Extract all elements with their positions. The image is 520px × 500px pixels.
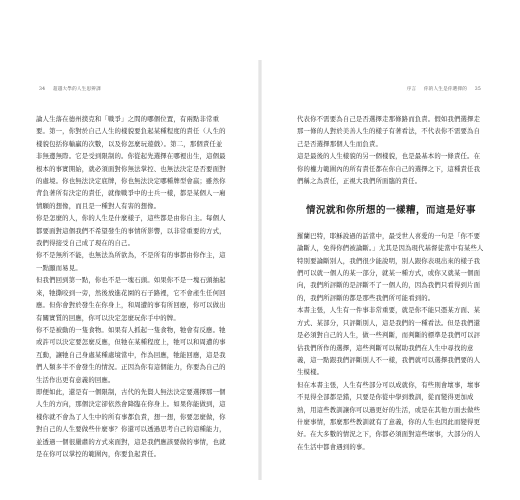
right-paragraph: 這是最後的人生樣貌的另一個樣貌，也是最基本的一條責任。在你的權力範圍內的所有責任都在你自己的選擇之下，這種責任我們稱之為責任，正視大我們所面臨的責任。 (297, 152, 481, 186)
left-page-number: 34 (39, 87, 46, 92)
right-section-paragraph: 羅蘭巴特，耶穌說過的話當中，最受世人喜愛的一句是「你不要論斷人，免得你們被論斷。」尤其是因為現代基督徒當中有某些人特別要論斷別人，我們很少能說明，別人跟你表現出來的樣子我們可以就一個人的某一部分，就某一種方式，或你又就某一個面向，我們所評斷的是評斷不了一個人的，因為我們只看得到片面的，我們所評斷的都是那些我們所可能看到的。 (297, 231, 484, 302)
right-section-paragraph: 本書主張，人生有一件事非常重要，就是你不能只憑某方面、某方式、某部分，只評斷別人，這是我們的一種看法。但是我們還是必須對自己的人生，做一些判斷，而判斷的標準是我們可以評估我們所作的選擇，這些判斷可以幫助我們在人生中尋找的意義，這一點跟我們評斷別人不一樣，我們就可以選擇我們要的人生模樣。 (297, 306, 481, 377)
right-page (261, 0, 520, 500)
left-paragraph: 但我們回到第一點，你也不是一塊石頭。如果你不是一塊石頭抽起來，牠撕咬到一旁，然後放進花園的石子路裡，它不會產生任何回應。但你會對於發生在你身上，和周遭的事有所回應，你可以做出有關實質的回應，你可以決定怎麼玩你手中的牌。 (36, 276, 226, 322)
left-body-text (36, 113, 226, 460)
section-heading: 情況就和你所想的一樣糟，而這是好事 (305, 205, 476, 217)
left-book-title: 超越大學的人生思辨課 (52, 87, 101, 92)
left-paragraph: 你不是無所不能，也無法為所欲為，不是所有的事都由你作主，這一點顯而易見。 (36, 251, 226, 272)
left-running-head (36, 86, 104, 92)
left-paragraph: 即便如此，還是有一個限制，古代的先賢人無法決定要選擇那一個人生的方向，那個決定卻依然會降臨在你身上。如果你能做到，這樣你就不會為了人生中的所有事都負責，想一想，你要怎麼做，你對自己的人生要做些什麼事？你還可以透過思考自己的這種能力，並透過一個很嚴肅的方式來面對，這是我們應該要做的事情，也就是在你可以掌控的範圍內，你要負起責任。 (36, 387, 226, 458)
left-paragraph: 論人生落在德州撲克和「戰爭」之間的哪個位置，有兩點非常重要。第一，你對於自己人生的樣貌要負起某種程度的責任（人生的樣貌包括你輸贏的次數，以及你怎麼玩遊戲）。第二，那個責任並非無邊無際。它是受到限制的。你從起先選擇在哪裡出生，這個最根本的事實開始，就必須面對你無法掌控、也無法決定是否要面對的處境。你也無法決定底牌，你也無法決定哪種牌型會嬴；雖然你背負著所有決定的責任，就像戰爭中的士兵一樣，都是某個人一廂情願的想像，而且是一種對人有害的想像。 (36, 115, 226, 210)
right-chapter-subtitle: 你的人生是你選擇的 (423, 87, 468, 92)
right-running-head (404, 86, 484, 92)
right-body-text (297, 113, 485, 453)
right-section-paragraph: 但在本書主張，人生有些部分可以成就你，有些則會壞事，壞事不見得全部都是錯，只要是你從中學到教訓，從而變得更加成熟，用這些教訓讓你可以過更好的生活，或是在其他方面去做些什麼事情，那麼那些教訓就有了意義，你的人生也因此而變得更好。在大多數的情況之下，你都必須面對這些壞事，大部分的人在生活中都會遇到的事。 (297, 380, 481, 451)
right-chapter-label: 序言 (406, 87, 417, 92)
right-paragraph: 代表你不需要為自己是否選擇走那條路而負責。假如我們選擇走那一條的人對於美善人生的樣子有著看法，不代表你不需要為自己是否選擇那個人生而負責。 (297, 115, 481, 148)
right-page-number: 35 (474, 87, 481, 92)
left-page (0, 0, 259, 500)
left-paragraph: 你是怎麼的人，你的人生是什麼樣子，這些都是由你自主。每個人都要面對這個我們不希望發生的事情所影響，以非常重要的方式，我們得接受自己成了現在的自己。 (36, 214, 226, 248)
left-paragraph: 你不是被動的一隻食物。如果有人抓起一隻食物，牠會有反應。牠或許可以決定要怎麼反應，但牠在某種程度上，牠可以和周遭的事互動，讓牠自己身處某種處境當中，作為回應，牠能回應，這是我們人類多半不會發生的情況。正因為你有這個能力，你要為自己的生活作出更有意義的回應。 (36, 325, 226, 384)
